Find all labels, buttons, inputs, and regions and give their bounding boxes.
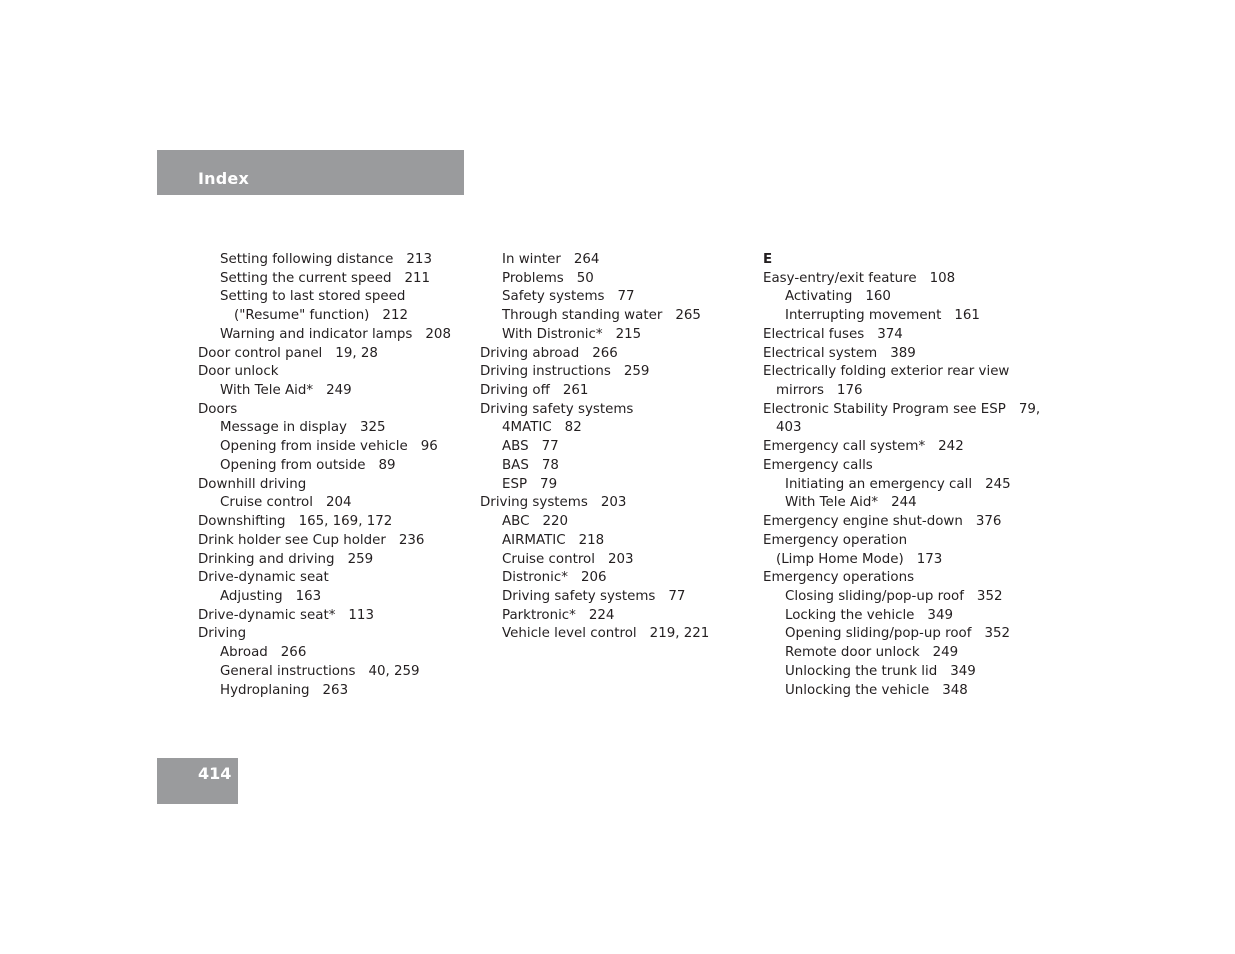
index-entry — [480, 363, 709, 382]
index-term: Emergency operation — [763, 532, 908, 548]
index-entry — [198, 307, 451, 326]
index-entry — [763, 270, 1040, 289]
index-term: Downshifting — [198, 514, 286, 530]
index-term: Drinking and driving — [198, 551, 335, 567]
index-page-ref: 259 — [347, 551, 374, 567]
index-page-ref: 212 — [382, 308, 408, 324]
index-entry — [198, 588, 451, 607]
index-entry — [480, 401, 709, 420]
index-entry — [480, 569, 709, 588]
index-page-ref: 78 — [541, 457, 559, 473]
page-number: 414 — [198, 764, 232, 783]
index-entry — [763, 345, 1040, 364]
index-entry — [763, 607, 1040, 626]
index-entry — [198, 625, 451, 644]
index-page-ref: 264 — [573, 252, 600, 267]
index-entry — [480, 625, 709, 644]
index-term: Activating — [785, 289, 853, 305]
index-page-ref: 79, — [1018, 401, 1041, 417]
index-entry — [480, 588, 709, 607]
index-entry — [198, 663, 451, 682]
index-term: ESP — [502, 476, 528, 492]
index-term: Driving safety systems — [480, 401, 634, 417]
index-page-ref: 349 — [950, 663, 976, 679]
index-page-ref: 213 — [406, 252, 432, 267]
index-entry — [763, 401, 1040, 420]
index-page-ref: 40, 259 — [368, 663, 420, 679]
index-page-ref: 220 — [542, 514, 569, 530]
index-term: Cruise control — [220, 495, 313, 511]
index-term: Emergency engine shut-down — [763, 514, 963, 530]
index-entry — [198, 569, 451, 588]
index-entry — [198, 345, 451, 364]
index-page-ref: 245 — [985, 476, 1011, 492]
index-term: Parktronic* — [502, 607, 576, 623]
index-page-ref: 165, 169, 172 — [298, 514, 393, 530]
index-term: Emergency call system* — [763, 439, 926, 455]
index-page-ref: 176 — [836, 383, 863, 399]
index-entry — [763, 569, 1040, 588]
index-entry — [198, 513, 451, 532]
index-term: Vehicle level control — [502, 626, 637, 642]
index-term: Opening sliding/pop-up roof — [785, 626, 972, 642]
index-term: Electrical fuses — [763, 326, 865, 342]
index-entry — [198, 476, 451, 495]
index-entry — [198, 363, 451, 382]
index-term: Emergency operations — [763, 570, 915, 586]
index-term: Setting to last stored speed — [220, 289, 406, 305]
index-entry — [763, 363, 1040, 382]
index-term: AIRMATIC — [502, 532, 566, 548]
index-term: Remote door unlock — [785, 645, 920, 661]
index-page-ref: 261 — [562, 383, 589, 399]
index-page-ref: 249 — [326, 383, 352, 399]
index-page-ref: 96 — [420, 439, 438, 455]
index-term: Downhill driving — [198, 476, 307, 492]
index-entry — [480, 307, 709, 326]
index-letter-heading — [763, 251, 1040, 270]
index-page-ref: 224 — [588, 607, 615, 623]
index-page-ref: 215 — [615, 326, 642, 342]
index-entry — [763, 419, 1040, 438]
index-term: Doors — [198, 401, 238, 417]
index-entry — [763, 288, 1040, 307]
index-page-ref: 263 — [322, 682, 349, 698]
index-page-ref: 348 — [942, 682, 968, 698]
index-term: With Tele Aid* — [220, 383, 314, 399]
index-term: Drive-dynamic seat* — [198, 607, 336, 623]
index-entry — [198, 682, 451, 701]
index-term: With Distronic* — [502, 326, 603, 342]
index-page-ref: 77 — [668, 588, 686, 604]
index-term: Door unlock — [198, 364, 279, 380]
index-term: mirrors — [776, 383, 824, 399]
index-entry — [198, 494, 451, 513]
index-term: Drink holder see Cup holder — [198, 532, 386, 548]
index-page-ref: 108 — [929, 270, 956, 286]
index-page-ref: 89 — [378, 457, 396, 473]
index-term: BAS — [502, 457, 529, 473]
index-entry — [763, 307, 1040, 326]
index-page-ref: 249 — [932, 645, 959, 661]
index-column-2 — [480, 251, 709, 644]
index-entry — [763, 476, 1040, 495]
index-term: ABC — [502, 514, 530, 530]
index-term: Through standing water — [502, 308, 663, 324]
index-page-ref: 374 — [877, 326, 903, 342]
index-page-ref: 82 — [564, 420, 582, 436]
index-page-ref: 266 — [280, 645, 307, 661]
index-page-ref: 161 — [954, 308, 980, 324]
index-page-ref: 50 — [576, 270, 594, 286]
index-term: Driving systems — [480, 495, 588, 511]
index-page-ref: 376 — [975, 514, 1002, 530]
index-entry — [198, 532, 451, 551]
index-entry — [763, 682, 1040, 701]
index-page-ref: 79 — [540, 476, 558, 492]
header-bar — [157, 150, 464, 195]
index-column-1 — [198, 251, 451, 700]
index-entry — [480, 251, 709, 270]
index-term: Driving instructions — [480, 364, 611, 380]
index-term: Warning and indicator lamps — [220, 326, 413, 342]
index-term: Initiating an emergency call — [785, 476, 973, 492]
index-term: Cruise control — [502, 551, 595, 567]
index-term: Electrical system — [763, 345, 878, 361]
index-page-ref: 219, 221 — [649, 626, 710, 642]
index-entry — [480, 270, 709, 289]
index-term: Drive-dynamic seat — [198, 570, 329, 586]
index-page-ref: 77 — [617, 289, 635, 305]
index-page-ref: 160 — [865, 289, 891, 305]
index-term: With Tele Aid* — [785, 495, 879, 511]
index-page-ref: 236 — [398, 532, 425, 548]
index-entry — [480, 345, 709, 364]
index-page-ref: 349 — [927, 607, 953, 623]
index-term: Unlocking the vehicle — [785, 682, 930, 698]
index-entry — [198, 270, 451, 289]
index-page-ref: 325 — [359, 420, 386, 436]
index-term: Interrupting movement — [785, 308, 942, 324]
index-page-ref: 204 — [325, 495, 352, 511]
index-term: ABS — [502, 439, 529, 455]
index-entry — [763, 588, 1040, 607]
index-entry — [763, 494, 1040, 513]
index-entry — [480, 494, 709, 513]
index-entry — [198, 607, 451, 626]
index-page-ref: 244 — [891, 495, 917, 511]
index-term: Adjusting — [220, 588, 283, 604]
index-entry — [198, 644, 451, 663]
index-entry — [480, 288, 709, 307]
index-term: Hydroplaning — [220, 682, 310, 698]
index-term: Setting the current speed — [220, 270, 392, 286]
index-term: 403 — [776, 420, 802, 436]
index-entry — [480, 532, 709, 551]
index-entry — [763, 382, 1040, 401]
index-page-ref: 352 — [984, 626, 1011, 642]
index-entry — [198, 457, 451, 476]
index-entry — [763, 532, 1040, 551]
index-page-ref: 352 — [976, 588, 1003, 604]
index-entry — [480, 382, 709, 401]
index-term: Message in display — [220, 420, 347, 436]
index-entry — [763, 438, 1040, 457]
index-term: Closing sliding/pop-up roof — [785, 588, 964, 604]
index-term: Electronic Stability Program see ESP — [763, 401, 1006, 417]
index-page-ref: 19, 28 — [335, 345, 378, 361]
index-term: Easy-entry/exit feature — [763, 270, 917, 286]
index-page-ref: 77 — [541, 439, 559, 455]
index-page-ref: 259 — [623, 364, 650, 380]
index-entry — [198, 382, 451, 401]
index-term: General instructions — [220, 663, 356, 679]
index-term: Driving — [198, 626, 247, 642]
index-term: Opening from inside vehicle — [220, 439, 408, 455]
index-page-ref: 211 — [404, 270, 431, 286]
index-term: E — [763, 252, 773, 267]
index-term: Door control panel — [198, 345, 323, 361]
index-entry — [198, 251, 451, 270]
index-column-3 — [763, 251, 1040, 700]
index-page-ref: 265 — [675, 308, 701, 324]
index-entry — [763, 326, 1040, 345]
index-page-ref: 173 — [916, 551, 943, 567]
index-page-ref: 163 — [295, 588, 322, 604]
index-term: Unlocking the trunk lid — [785, 663, 938, 679]
index-term: Setting following distance — [220, 252, 394, 267]
index-page-ref: 208 — [425, 326, 451, 342]
index-entry — [763, 644, 1040, 663]
index-entry — [480, 438, 709, 457]
index-entry — [763, 625, 1040, 644]
index-term: Distronic* — [502, 570, 568, 586]
index-page-ref: 389 — [890, 345, 916, 361]
page-number-box — [157, 758, 238, 804]
index-page-ref: 206 — [580, 570, 607, 586]
index-term: (Limp Home Mode) — [776, 551, 904, 567]
index-entry — [763, 513, 1040, 532]
index-term: Driving safety systems — [502, 588, 656, 604]
index-entry — [480, 457, 709, 476]
index-page-ref: 203 — [600, 495, 627, 511]
index-entry — [763, 551, 1040, 570]
index-entry — [198, 401, 451, 420]
index-entry — [763, 457, 1040, 476]
index-term: Driving abroad — [480, 345, 580, 361]
index-page-ref: 113 — [348, 607, 374, 623]
index-term: Electrically folding exterior rear view — [763, 364, 1010, 380]
index-entry — [763, 663, 1040, 682]
index-page-ref: 242 — [938, 439, 964, 455]
index-page-ref: 218 — [578, 532, 605, 548]
index-entry — [198, 551, 451, 570]
index-entry — [198, 288, 451, 307]
index-entry — [480, 607, 709, 626]
index-term: Problems — [502, 270, 564, 286]
index-term: Abroad — [220, 645, 268, 661]
index-entry — [480, 551, 709, 570]
index-term: Emergency calls — [763, 457, 873, 473]
index-term: Opening from outside — [220, 457, 366, 473]
index-entry — [480, 513, 709, 532]
index-entry — [198, 326, 451, 345]
index-term: Driving off — [480, 383, 550, 399]
index-term: Safety systems — [502, 289, 605, 305]
index-entry — [480, 326, 709, 345]
index-term: ("Resume" function) — [234, 308, 370, 324]
index-term: 4MATIC — [502, 420, 552, 436]
index-page-ref: 203 — [607, 551, 634, 567]
index-page-ref: 266 — [592, 345, 618, 361]
index-entry — [198, 419, 451, 438]
index-term: In winter — [502, 252, 561, 267]
index-entry — [198, 438, 451, 457]
index-entry — [480, 476, 709, 495]
index-entry — [480, 419, 709, 438]
index-term: Locking the vehicle — [785, 607, 915, 623]
page-title: Index — [198, 169, 249, 188]
